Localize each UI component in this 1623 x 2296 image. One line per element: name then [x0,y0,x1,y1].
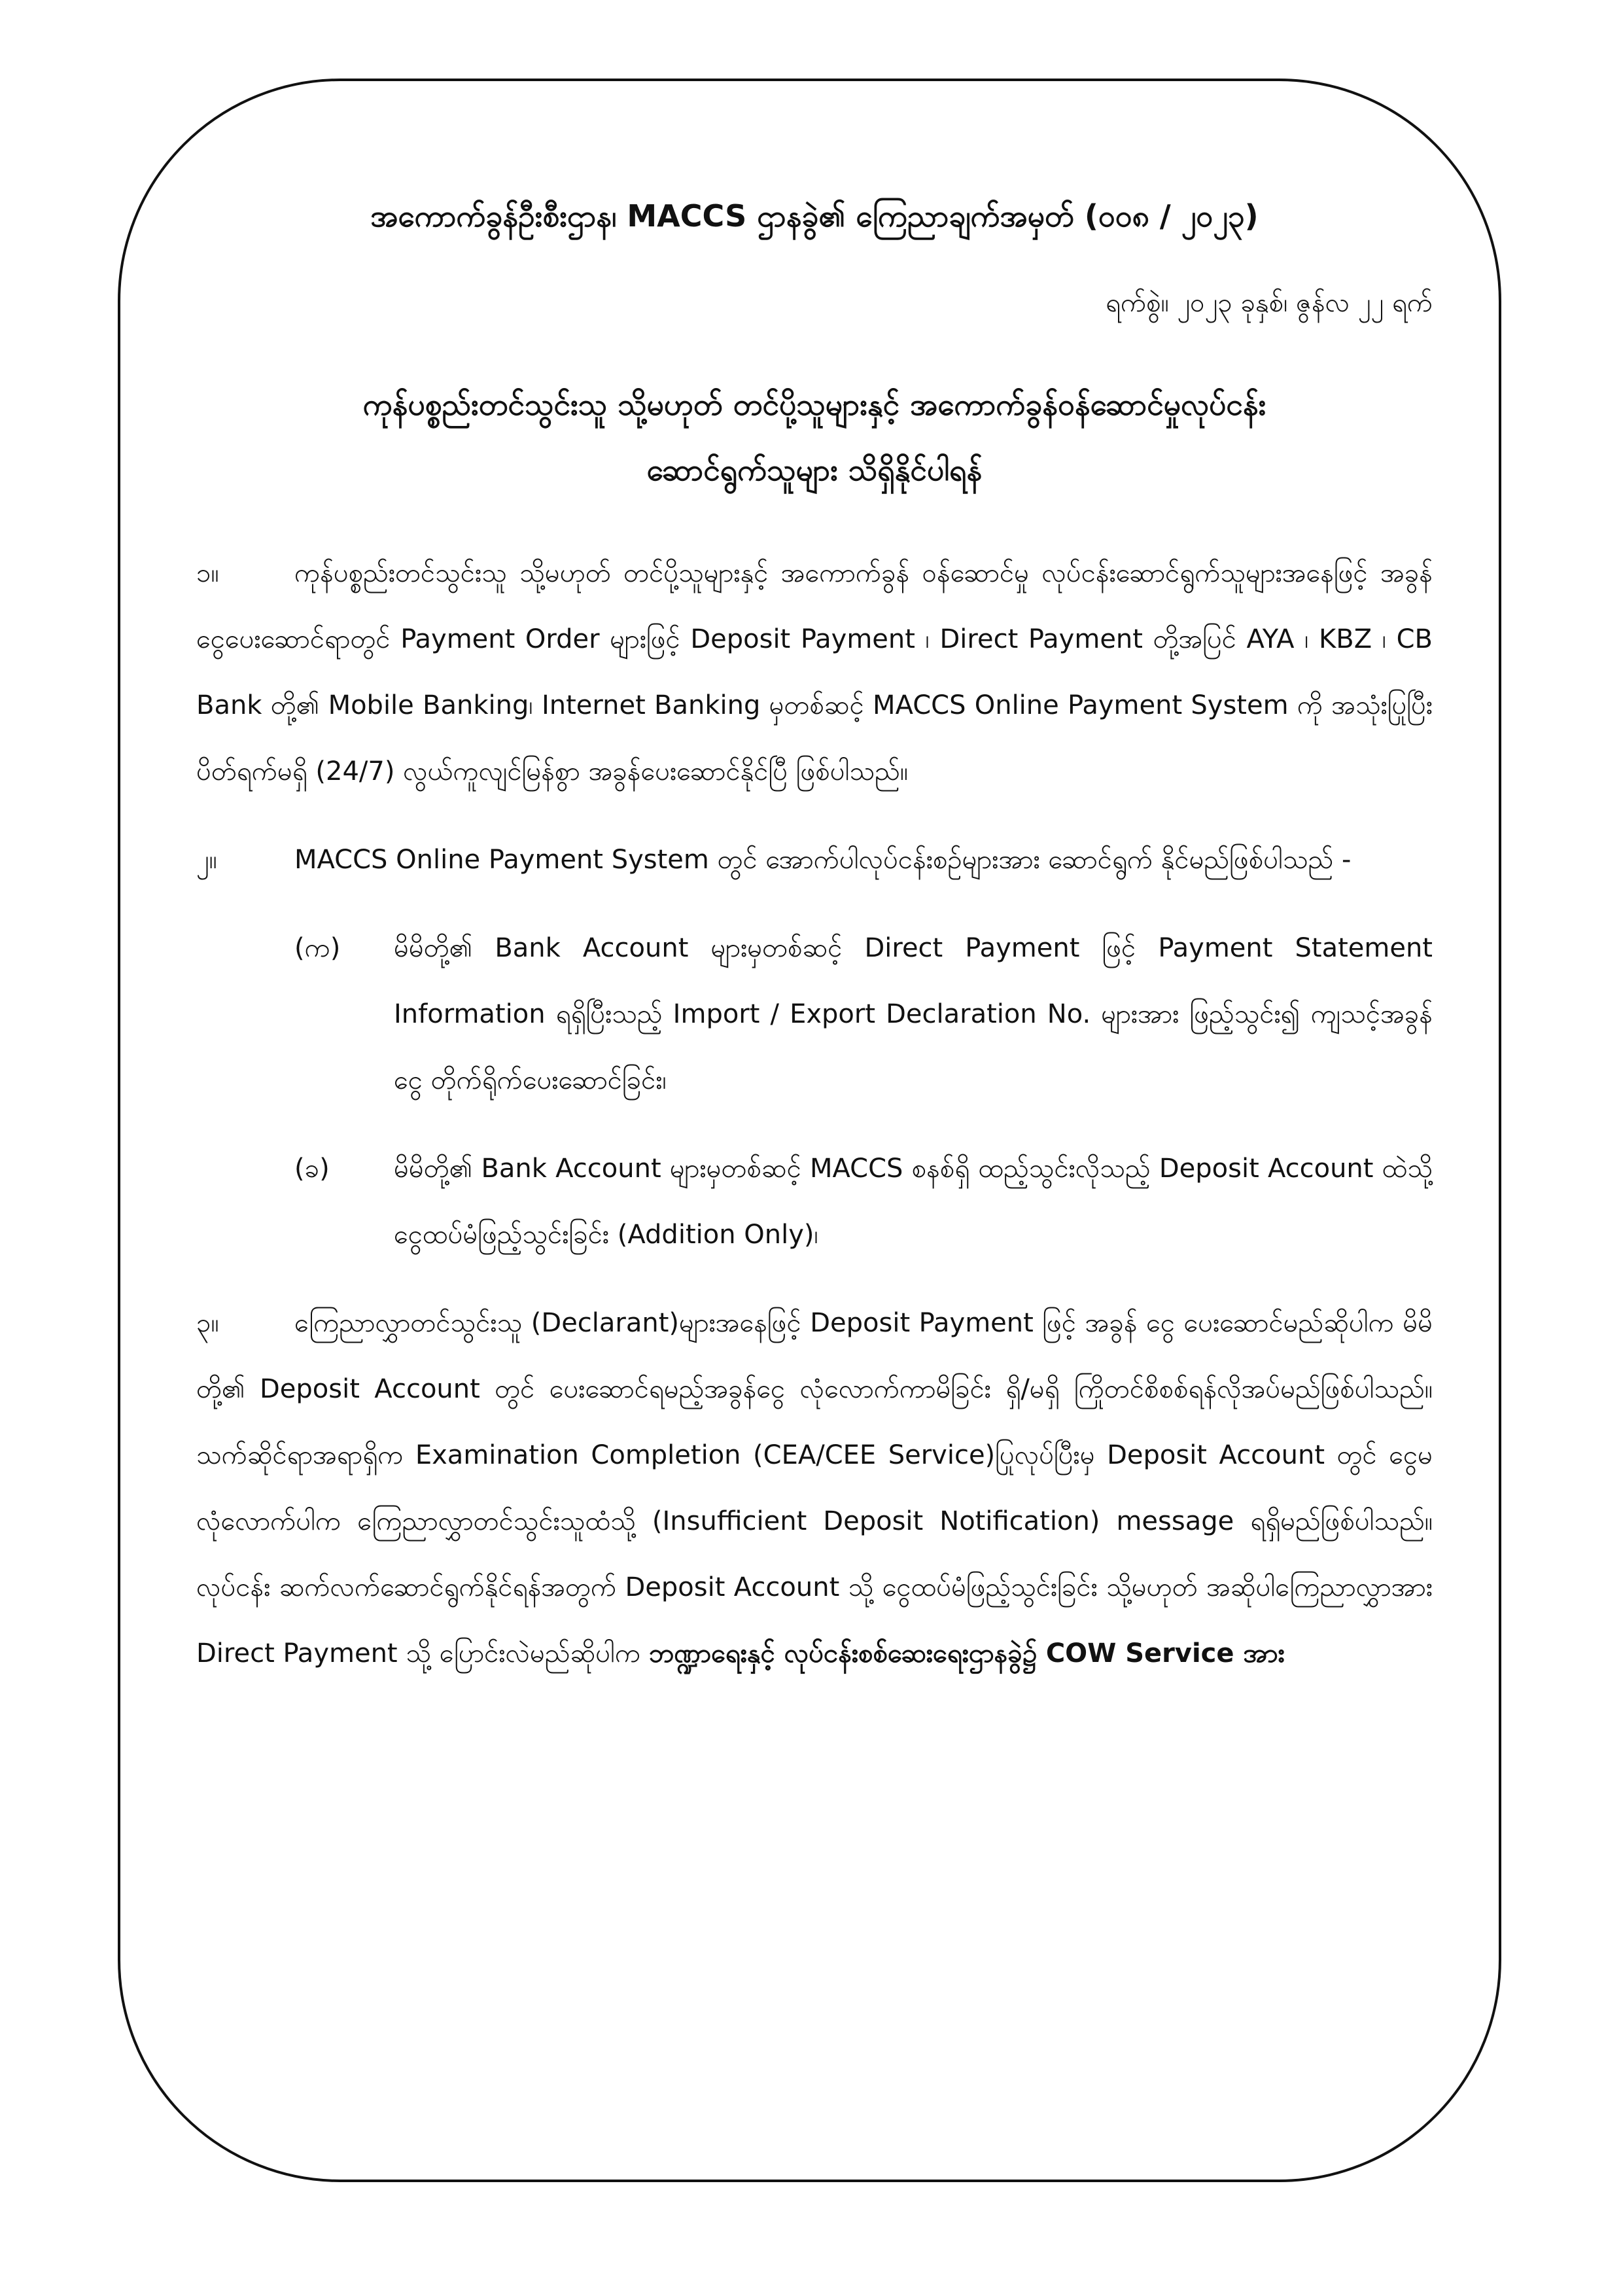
paragraph-number: ၂။ [196,845,217,875]
heading-line-2: ဆောင်ရွက်သူများ သိရှိနိုင်ပါရန် [646,452,983,487]
paragraph-text: ကြေညာလွှာတင်သွင်းသူ (Declarant)များအနေဖြင့် Deposit Payment ဖြင့် အခွန် ငွေ ပေးဆောင်မည်ဆိုပါက မိမိတို့၏ Deposit Account တွင် ပေးဆောင်ရမည့်အခွန်ငွေ လုံလောက်ကာမိခြင်း ရှိ/မရှိ ကြိုတင်စိစစ်ရန်လိုအပ်မည်ဖြစ်ပါသည်။ သက်ဆိုင်ရာအရာရှိက Examination Completion (CEA/CEE Service)ပြုလုပ်ပြီးမှ Deposit Account တွင် ငွေမလုံလောက်ပါက ကြေညာလွှာတင်သွင်းသူထံသို့ (Insufficient Deposit Notification) message ရရှိမည်ဖြစ်ပါသည်။ လုပ်ငန်း ဆက်လက်ဆောင်ရွက်နိုင်ရန်အတွက် Deposit Account သို့ ငွေထပ်မံဖြည့်သွင်းခြင်း သို့မဟုတ် အဆိုပါကြေညာလွှာအား Direct Payment သို့ ပြောင်းလဲမည်ဆိုပါက [196,1308,1433,1669]
sub-item-kha [196,1136,1433,1268]
paragraph-bold-text: ဘဏ္ဍာရေးနှင့် လုပ်ငန်းစစ်ဆေးရေးဌာနခွဲ၌ COW Service အား [648,1638,1285,1669]
document-title: အကောက်ခွန်ဦးစီးဌာန၊ MACCS ဌာနခွဲ၏ ကြေညာချက်အမှတ် (၀၀၈ / ၂၀၂၃) [370,198,1259,234]
sub-item-label: (က) [294,933,341,963]
sub-item-label: (ခ) [294,1154,330,1184]
sub-item-ka [196,915,1433,1114]
paragraph-number: ၁။ [196,558,219,588]
heading-line-1: ကုန်ပစ္စည်းတင်သွင်းသူ သို့မဟုတ် တင်ပို့သူများနှင့် အကောက်ခွန်ဝန်ဆောင်မှုလုပ်ငန်း [362,387,1266,422]
paragraph-2 [196,827,1433,893]
document-date: ရက်စွဲ။ ၂၀၂၃ ခုနှစ်၊ ဇွန်လ ၂၂ ရက် [1106,288,1433,318]
paragraph-1 [196,540,1433,805]
sub-item-text: မိမိတို့၏ Bank Account များမှတစ်ဆင့် Direct Payment ဖြင့် Payment Statement Information ရရှိပြီးသည့် Import / Export Declaration No. များအား ဖြည့်သွင်း၍ ကျသင့်အခွန်ငွေ တိုက်ရိုက်ပေးဆောင်ခြင်း၊ [394,933,1433,1095]
paragraph-number: ၃။ [196,1308,219,1338]
paragraph-3 [196,1290,1433,1687]
sub-item-text: မိမိတို့၏ Bank Account များမှတစ်ဆင့် MACCS စနစ်ရှိ ထည့်သွင်းလိုသည့် Deposit Account ထဲသို့ ငွေထပ်မံဖြည့်သွင်းခြင်း (Addition Only)၊ [394,1154,1433,1250]
paragraph-text: ကုန်ပစ္စည်းတင်သွင်းသူ သို့မဟုတ် တင်ပို့သူများနှင့် အကောက်ခွန် ဝန်ဆောင်မှု လုပ်ငန်းဆောင်ရွက်သူများအနေဖြင့် အခွန်ငွေပေးဆောင်ရာတွင် Payment Order များဖြင့် Deposit Payment ၊ Direct Payment တို့အပြင် AYA ၊ KBZ ၊ CB Bank တို့၏ Mobile Banking၊ Internet Banking မှတစ်ဆင့် MACCS Online Payment System ကို အသုံးပြုပြီး ပိတ်ရက်မရှိ (24/7) လွယ်ကူလျင်မြန်စွာ အခွန်ပေးဆောင်နိုင်ပြီ ဖြစ်ပါသည်။ [196,558,1433,786]
document-body [196,190,1433,1687]
document-heading [196,372,1433,503]
paragraph-text: MACCS Online Payment System တွင် အောက်ပါလုပ်ငန်းစဉ်များအား ဆောင်ရွက် နိုင်မည်ဖြစ်ပါသည် - [294,845,1352,875]
